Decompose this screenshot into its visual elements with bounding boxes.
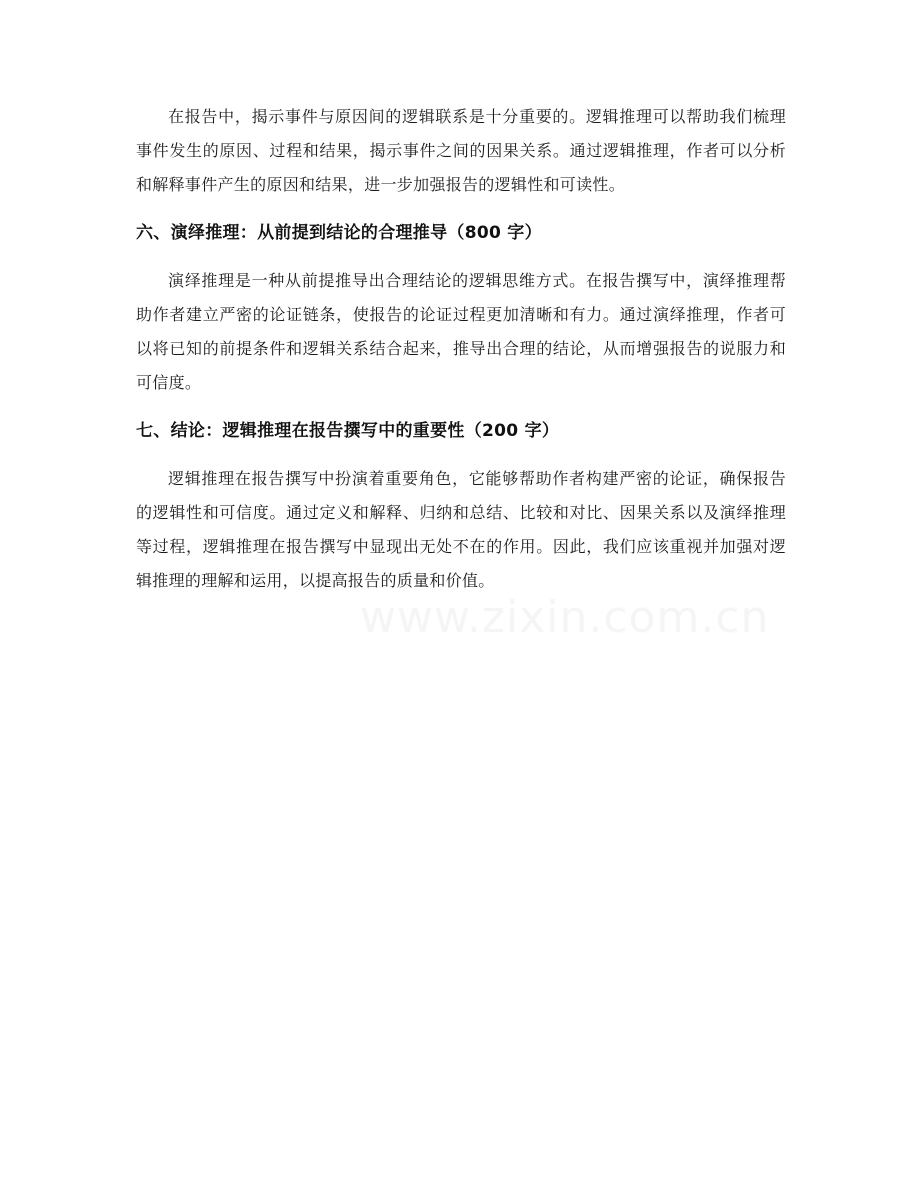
paragraph-causal-logic: 在报告中，揭示事件与原因间的逻辑联系是十分重要的。逻辑推理可以帮助我们梳理事件发生的原因、过程和结果，揭示事件之间的因果关系。通过逻辑推理，作者可以分析和解释事件产生的原因和结果，进一步加强报告的逻辑性和可读性。 <box>136 107 786 194</box>
section-heading-conclusion: 七、结论：逻辑推理在报告撰写中的重要性（200 字） <box>136 421 560 441</box>
paragraph-deductive-reasoning: 演绎推理是一种从前提推导出合理结论的逻辑思维方式。在报告撰写中，演绎推理帮助作者建立严密的论证链条，使报告的论证过程更加清晰和有力。通过演绎推理，作者可以将已知的前提条件和逻辑关系结合起来，推导出合理的结论，从而增强报告的说服力和可信度。 <box>136 271 786 392</box>
paragraph-conclusion: 逻辑推理在报告撰写中扮演着重要角色，它能够帮助作者构建严密的论证，确保报告的逻辑性和可信度。通过定义和解释、归纳和总结、比较和对比、因果关系以及演绎推理等过程，逻辑推理在报告撰写中显现出无处不在的作用。因此，我们应该重视并加强对逻辑推理的理解和运用，以提高报告的质量和价值。 <box>136 469 786 590</box>
watermark-text: www.zixin.com.cn <box>360 592 770 643</box>
document-body <box>136 100 786 598</box>
section-heading-deductive-reasoning: 六、演绎推理：从前提到结论的合理推导（800 字） <box>136 223 542 243</box>
